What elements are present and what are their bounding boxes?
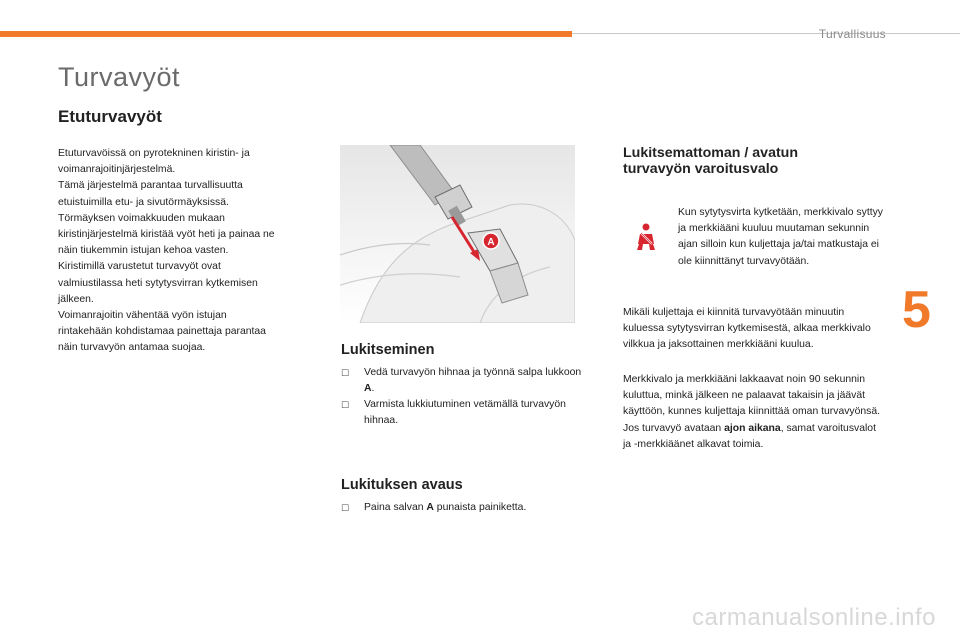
intro-line: kiristinjärjestelmä kiristää vyöt heti ja painaa ne bbox=[58, 229, 275, 241]
heading-locking: Lukitseminen bbox=[341, 342, 435, 358]
watermark: carmanualsonline.info bbox=[692, 604, 936, 631]
warning-paragraph-1: Mikäli kuljettaja ei kiinnitä turvavyötään minuutin kuluessa sytytysvirran kytkemisestä, alkaa merkkivalo vilkkua ja jaksottainen merkkiääni kuulua. bbox=[623, 307, 871, 351]
seatbelt-buckle-illustration bbox=[340, 145, 575, 323]
checkbox-bullet-icon: ☐ bbox=[341, 503, 350, 513]
locking-step: ☐ Vedä turvavyön hihnaa ja työnnä salpa lukkoon A. bbox=[341, 367, 582, 394]
page-title: Turvavyöt bbox=[58, 62, 181, 92]
header-divider bbox=[572, 33, 960, 34]
locking-step: ☐ Varmista lukkiutuminen vetämällä turvavyön hihnaa. bbox=[341, 399, 566, 426]
seatbelt-warning-icon bbox=[631, 222, 661, 252]
intro-line: Etuturvavöissä on pyrotekninen kiristin- ja bbox=[58, 148, 250, 159]
intro-line: Tämä järjestelmä parantaa turvallisuutta bbox=[58, 180, 243, 192]
intro-line: valmiustilassa heti sytytysvirran kytkemisen bbox=[58, 277, 258, 289]
intro-line: Voimanrajoitin vähentää vyön istujan bbox=[58, 310, 227, 322]
warning-description: Kun sytytysvirta kytketään, merkkivalo syttyy ja merkkiääni kuuluu muutaman sekunnin ajan silloin kun kuljettaja ja/tai matkustaja ei ole kiinnittänyt turvavyötään. bbox=[678, 207, 883, 267]
intro-line: näin tiukemmin istujan kehoa vasten. bbox=[58, 245, 229, 257]
section-subtitle: Etuturvavyöt bbox=[58, 107, 162, 126]
intro-line: rintakehään kohdistamaa painettaja parantaa bbox=[58, 326, 266, 338]
intro-text bbox=[58, 146, 320, 357]
intro-line: Kiristimillä varustetut turvavyöt ovat bbox=[58, 261, 221, 273]
buckle-label-a: A bbox=[487, 237, 495, 248]
intro-line: voimanrajoitinjärjestelmä. bbox=[58, 164, 176, 176]
checkbox-bullet-icon: ☐ bbox=[341, 400, 350, 410]
header-accent-bar bbox=[0, 31, 572, 37]
intro-line: Törmäyksen voimakkuuden mukaan bbox=[58, 212, 225, 224]
unlocking-step: ☐ Paina salvan A punaista painiketta. bbox=[341, 500, 591, 516]
checkbox-bullet-icon: ☐ bbox=[341, 368, 350, 378]
heading-unlocking: Lukituksen avaus bbox=[341, 477, 463, 493]
intro-line: etuistuimilla etu- ja sivutörmäyksissä. bbox=[58, 196, 229, 208]
chapter-number: 5 bbox=[902, 281, 931, 339]
intro-line: näin turvavyön antamaa suojaa. bbox=[58, 342, 206, 354]
intro-line: jälkeen. bbox=[58, 293, 94, 305]
warning-paragraph-2: Merkkivalo ja merkkiääni lakkaavat noin 90 sekunnin kuluttua, minkä jälkeen ne palaavat takaisin ja jäävät käyttöön, kunnes kuljettaja kiinnittää oman turvavyönsä. Jos turvavyö avataan ajon aikana, samat varoitusvalot ja -merkkiäänet alkavat toimia. bbox=[623, 374, 881, 450]
heading-seatbelt-warning: Lukitsemattoman / avatun turvavyön varoitusvalo bbox=[623, 145, 799, 177]
unlocking-steps bbox=[341, 500, 591, 516]
locking-steps bbox=[341, 365, 591, 429]
section-name: Turvallisuus bbox=[818, 27, 886, 41]
